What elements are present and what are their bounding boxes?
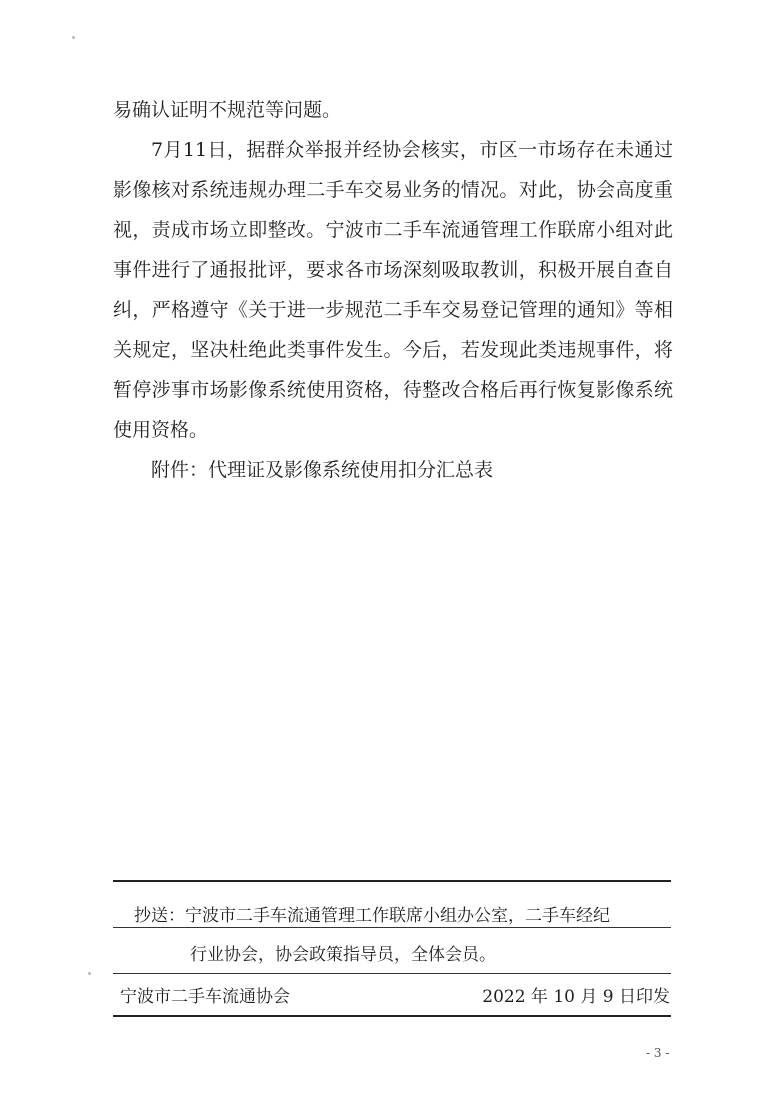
scan-speck: [72, 36, 75, 39]
issuer-top-rule: [113, 973, 671, 974]
body-text: [113, 90, 673, 490]
issuer-name: 宁波市二手车流通协会: [120, 987, 290, 1007]
cc-top-rule: [113, 880, 671, 882]
body-paragraph: 7月11日，据群众举报并经协会核实，市区一市场存在未通过影像核对系统违规办理二手车交易业务的情况。对此，协会高度重视，责成市场立即整改。宁波市二手车流通管理工作联席小组对此事件进行了通报批评，要求各市场深刻吸取教训，积极开展自查自纠，严格遵守《关于进一步规范二手车交易登记管理的通知》等相关规定，坚决杜绝此类事件发生。今后，若发现此类违规事件，将暂停涉事市场影像系统使用资格，待整改合格后再行恢复影像系统使用资格。: [113, 139, 673, 441]
attachment-line: 附件：代理证及影像系统使用扣分汇总表: [151, 459, 494, 481]
scan-speck: [88, 972, 91, 975]
page-number: - 3 -: [646, 1046, 670, 1060]
cc-recipients-line-2: 行业协会，协会政策指导员，全体会员。: [190, 945, 496, 965]
body-paragraph: 易确认证明不规范等问题。: [113, 99, 342, 121]
issue-date: 2022 年 10 月 9 日印发: [482, 987, 670, 1007]
cc-recipients-line-1: 抄送：宁波市二手车流通管理工作联席小组办公室，二手车经纪: [134, 906, 610, 926]
cc-middle-rule: [113, 927, 671, 928]
issuer-bottom-rule: [113, 1015, 671, 1017]
